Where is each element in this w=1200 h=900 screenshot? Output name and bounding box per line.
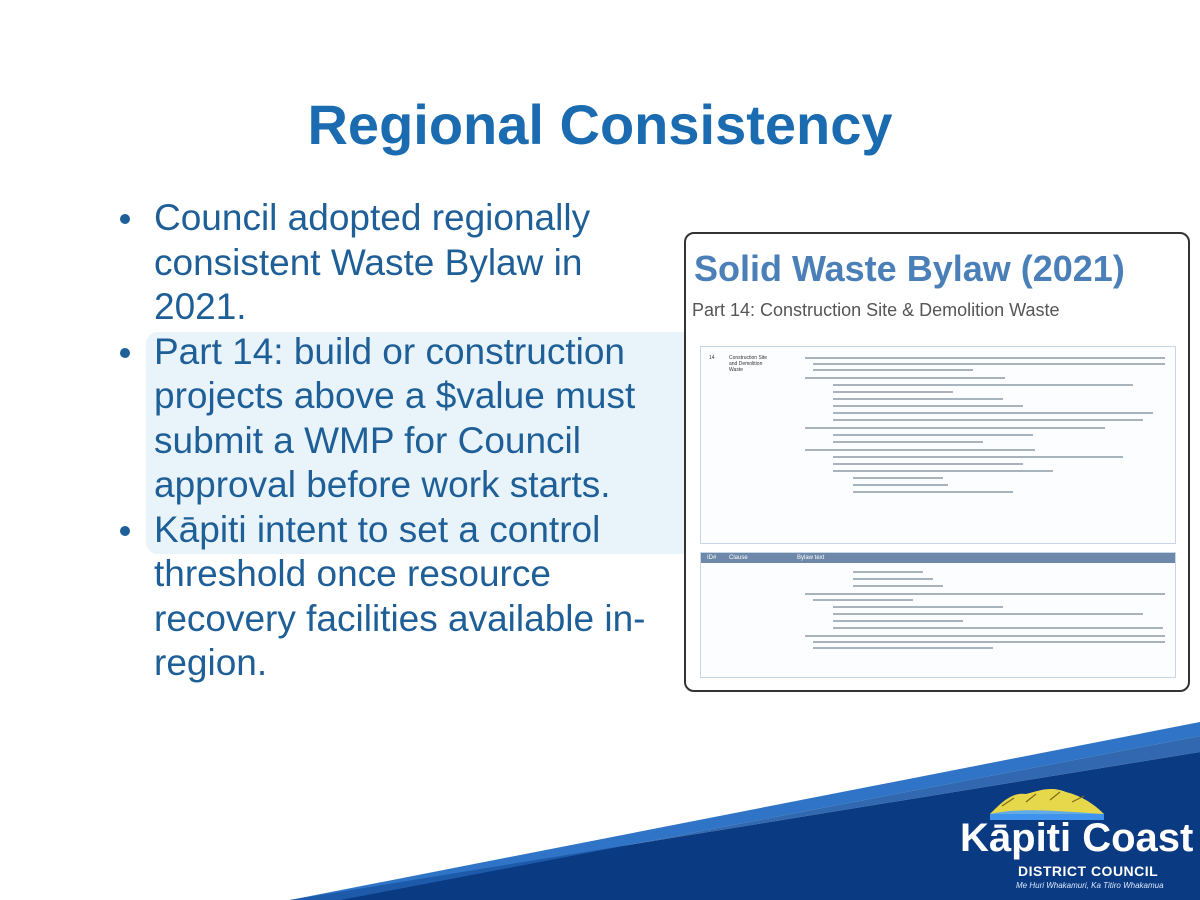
bullet-text: Council adopted regionally consistent Waste Bylaw in 2021.: [154, 197, 591, 327]
bylaw-subtitle: Part 14: Construction Site & Demolition Waste: [692, 300, 1060, 320]
doc-col-clause: Clause: [729, 555, 748, 561]
logo-sub-text: DISTRICT COUNCIL: [1018, 863, 1159, 879]
bullet-text: Kāpiti intent to set a control threshold once resource recovery facilities available in-region.: [154, 508, 646, 683]
logo-main-text: Kāpiti Coast: [960, 816, 1194, 860]
slide-title: Regional Consistency: [307, 93, 893, 156]
bylaw-title: Solid Waste Bylaw (2021): [694, 248, 1125, 289]
doc-col-id: ID#: [707, 555, 717, 561]
doc-id: 14: [709, 355, 715, 361]
kapiti-coast-logo: [960, 778, 1194, 898]
doc-col-text: Bylaw text: [797, 555, 825, 561]
logo-tagline: Me Huri Whakamuri, Ka Titiro Whakamua: [1016, 881, 1164, 890]
doc-clause-label: Construction Site and Demolition Waste: [729, 355, 768, 373]
bullet-text: Part 14: build or construction projects above a $value must submit a WMP for Council approval before work starts.: [154, 330, 636, 505]
